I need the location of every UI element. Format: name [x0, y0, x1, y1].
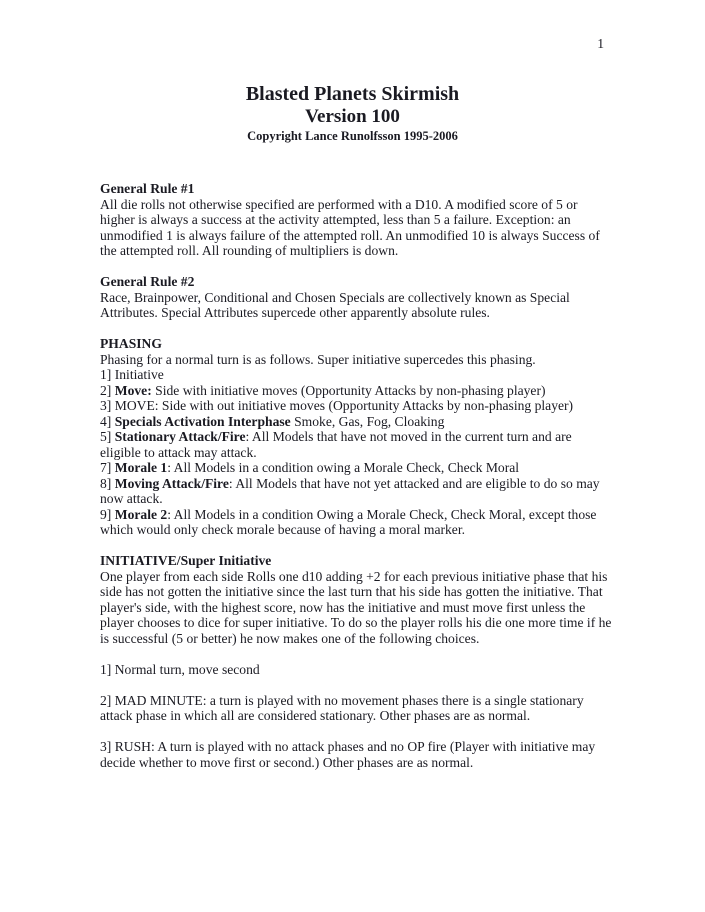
phasing-item-8: [100, 476, 614, 507]
phasing-item-7: [100, 460, 614, 476]
item-prefix: 3]: [100, 398, 115, 413]
item-text: : All Models that have not yet attacked and are eligible to do so may now attack.: [100, 475, 600, 506]
section-heading-initiative: INITIATIVE/Super Initiative: [100, 553, 272, 568]
item-bold-label: Move:: [114, 382, 152, 398]
phasing-item-2: [100, 383, 614, 399]
item-bold-label: Morale 1: [114, 460, 168, 475]
item-prefix: 9]: [100, 506, 115, 522]
initiative-choice-1: 1] Normal turn, move second: [100, 661, 260, 677]
item-prefix: 5]: [100, 429, 115, 444]
initiative-paragraph: One player from each side Rolls one d10 adding +2 for each previous initiative phase that his side has not gotten the initiative since the last turn that his side has gotten the initiative. That player's side, with the highest score, now has the initiative and must move first unless the player chooses to dice for super initiative. To do so the player rolls his die one more time if he is successful (5 or better) he now makes one of the following choices.: [100, 568, 612, 646]
paragraph-general-rule-2: Race, Brainpower, Conditional and Chosen Specials are collectively known as Special Attributes. Special Attributes supercede other apparently absolute rules.: [100, 289, 570, 320]
document-version: Version 100: [305, 106, 400, 127]
paragraph-general-rule-1: All die rolls not otherwise specified are performed with a D10. A modified score of 5 or higher is always a success at the activity attempted, less than 5 a failure. Exception: an unmodified 1 is always failure of the attempted roll. An unmodified 10 is always Success of the attempted roll. All rounding of multipliers is down.: [100, 196, 600, 258]
item-prefix: 2]: [100, 382, 115, 398]
section-phasing: [100, 336, 614, 538]
copyright-line: Copyright Lance Runolfsson 1995-2006: [247, 129, 458, 143]
initiative-choice-3: 3] RUSH: A turn is played with no attack phases and no OP fire (Player with initiative may decide whether to move first or second.) Other phases are as normal.: [100, 739, 596, 770]
section-heading-phasing: PHASING: [100, 336, 162, 351]
initiative-choice-2: 2] MAD MINUTE: a turn is played with no movement phases there is a single stationary attack phase in which all are considered stationary. Other phases are as normal.: [100, 692, 584, 723]
phasing-item-4: [100, 414, 614, 430]
phasing-item-1: [100, 367, 614, 383]
item-prefix: 4]: [100, 413, 115, 429]
phasing-list: [100, 367, 614, 538]
phasing-item-9: [100, 507, 614, 538]
document-title: Blasted Planets Skirmish: [245, 83, 460, 105]
item-text: : All Models in a condition Owing a Morale Check, Check Moral, except those which would only check morale because of having a moral marker.: [100, 506, 597, 537]
phasing-intro: Phasing for a normal turn is as follows. Super initiative supercedes this phasing.: [100, 351, 536, 367]
page-number: 1: [597, 36, 604, 51]
section-heading-general-rule-2: General Rule #2: [100, 274, 195, 289]
item-bold-label: Stationary Attack/Fire: [114, 429, 246, 444]
item-prefix: 1]: [100, 367, 115, 382]
item-bold-label: Moving Attack/Fire: [114, 475, 229, 491]
phasing-item-5: [100, 429, 614, 460]
phasing-item-3: [100, 398, 614, 414]
item-text: MOVE: Side with out initiative moves (Opportunity Attacks by non-phasing player): [114, 398, 574, 413]
item-bold-label: Morale 2: [114, 506, 168, 522]
document-body: [100, 181, 614, 770]
item-bold-label: Specials Activation Interphase: [114, 413, 291, 429]
item-text: : All Models in a condition owing a Morale Check, Check Moral: [167, 460, 520, 475]
section-general-rule-1: [100, 181, 614, 259]
item-prefix: 8]: [100, 475, 115, 491]
item-text: Side with initiative moves (Opportunity Attacks by non-phasing player): [151, 382, 546, 398]
section-heading-general-rule-1: General Rule #1: [100, 181, 195, 196]
section-initiative: [100, 553, 614, 770]
item-text: Initiative: [114, 367, 164, 382]
item-text: : All Models that have not moved in the current turn and are eligible to attack may attack.: [100, 429, 572, 460]
section-general-rule-2: [100, 274, 614, 321]
document-header: [0, 0, 705, 144]
item-text: Smoke, Gas, Fog, Cloaking: [290, 413, 445, 429]
item-prefix: 7]: [100, 460, 115, 475]
